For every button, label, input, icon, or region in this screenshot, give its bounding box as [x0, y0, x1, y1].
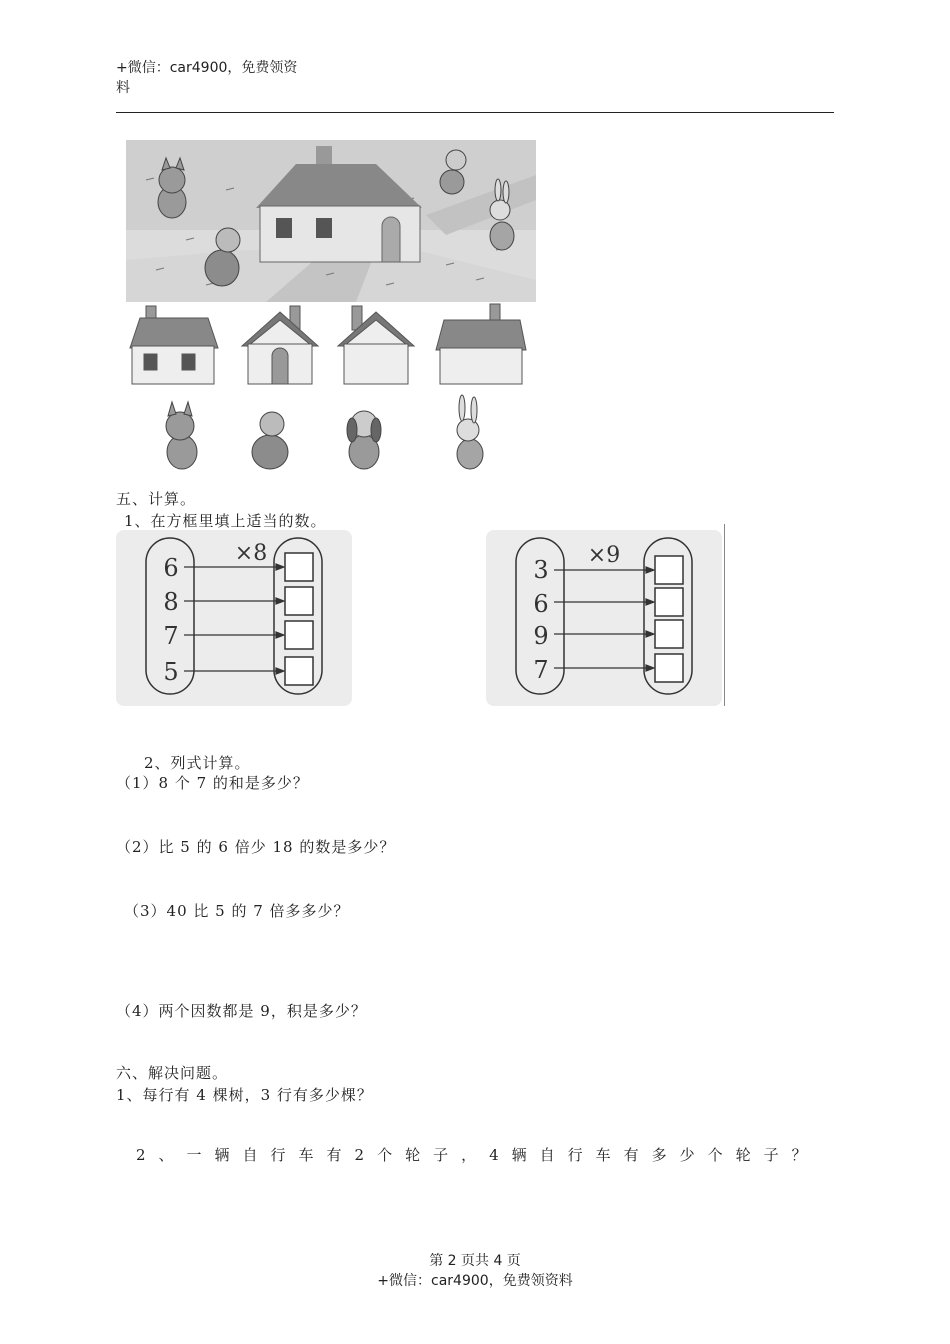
- operator-label: ×8: [234, 541, 268, 566]
- section-6-title: 六、解决问题。: [116, 1064, 229, 1082]
- animal-rabbit: [457, 395, 483, 469]
- answer-box: [655, 556, 683, 584]
- multiply-diagram-2: [486, 530, 722, 706]
- footer-watermark: +微信：car4900，免费领资料: [377, 1273, 573, 1289]
- answer-box: [285, 657, 313, 685]
- answer-box: [655, 620, 683, 648]
- q2-item-2: （2）比 5 的 6 倍少 18 的数是多少？: [116, 838, 396, 856]
- house-view-plain-side: [338, 306, 414, 384]
- house-view-back: [436, 304, 526, 384]
- input-value: 8: [163, 588, 179, 616]
- q2-prompt: 2、列式计算。: [144, 754, 251, 772]
- scene-illustration: [126, 140, 538, 480]
- answer-box: [285, 621, 313, 649]
- q1-prompt: 1、在方框里填上适当的数。: [124, 512, 327, 530]
- input-value: 7: [163, 622, 179, 650]
- s6-q2: 2、一辆自行车有2个轮子，4辆自行车有多少个轮子？: [136, 1146, 820, 1164]
- input-value: 5: [163, 658, 179, 686]
- q2-item-3: （3）40 比 5 的 7 倍多多少？: [124, 902, 350, 920]
- header-line-2: 料: [116, 80, 130, 96]
- input-value: 6: [533, 590, 549, 618]
- input-value: 3: [533, 556, 549, 584]
- input-value: 7: [533, 656, 549, 684]
- q2-item-4: （4）两个因数都是 9，积是多少？: [116, 1002, 367, 1020]
- input-value: 9: [533, 622, 549, 650]
- answer-box: [285, 553, 313, 581]
- answer-box: [285, 587, 313, 615]
- divider-line: [724, 524, 725, 706]
- header-watermark: [116, 58, 316, 98]
- header-line-1: +微信：car4900，免费领资: [116, 60, 298, 76]
- house-view-door-side: [242, 306, 318, 384]
- s6-q1: 1、每行有 4 棵树，3 行有多少棵？: [116, 1086, 373, 1104]
- header-rule: [116, 112, 834, 113]
- input-value: 6: [163, 554, 179, 582]
- section-5-title: 五、计算。: [116, 490, 197, 508]
- animal-cat: [166, 402, 197, 469]
- q2-item-1: （1）8 个 7 的和是多少？: [116, 774, 309, 792]
- page-number: 第 2 页共 4 页: [429, 1253, 521, 1269]
- operator-label: ×9: [587, 543, 621, 568]
- animal-dog: [347, 411, 381, 469]
- house-view-front: [130, 306, 218, 384]
- answer-box: [655, 654, 683, 682]
- answer-box: [655, 588, 683, 616]
- animal-turtle: [252, 412, 288, 469]
- multiply-diagram-1: [116, 530, 352, 706]
